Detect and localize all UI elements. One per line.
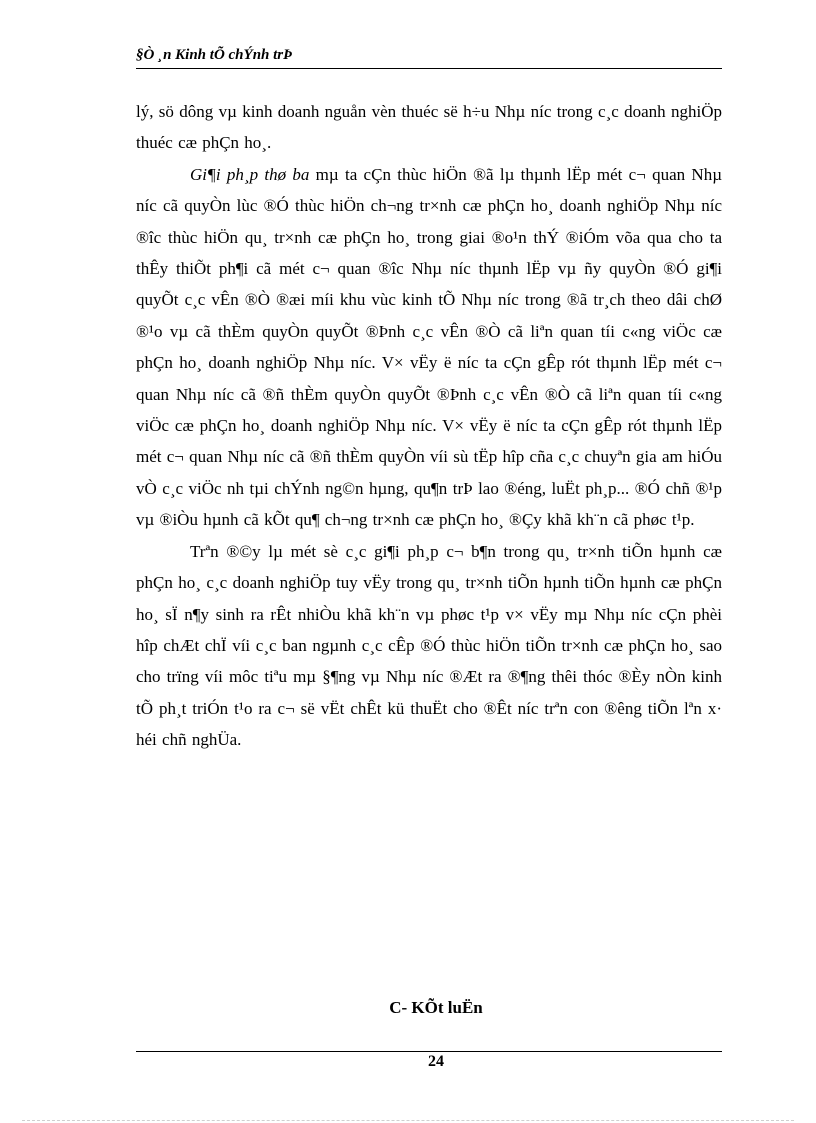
paragraph-1-text: lý, sö dông vµ kinh doanh nguån vèn thuéc së h÷u Nhµ níc trong c¸c doanh nghiÖp thuéc cæ phÇn ho¸. (136, 102, 722, 153)
paragraph-2-text: mµ ta cÇn thùc hiÖn ®ã lµ thµnh lËp mét c¬ quan Nhµ níc cã quyÒn lùc ®Ó thùc hiÖn ch¬ng tr×nh cæ phÇn ho¸ doanh nghiÖp Nhµ níc ®îc thùc hiÖn qu¸ tr×nh cæ phÇn ho¸ trong giai ®o¹n thÝ ®iÓm võa qua cho ta thÊy thiÕt ph¶i cã mét c¬ quan ®îc Nhµ níc thµnh lËp vµ ñy quyÒn ®Ó gi¶i quyÕt c¸c vÊn ®Ò ®æi míi khu vùc kinh tÕ Nhµ níc trong ®ã tr¸ch theo dâi chØ ®¹o vµ cã thÈm quyÒn quyÕt ®Þnh c¸c vÊn ®Ò cã liªn quan tíi c«ng viÖc cæ phÇn ho¸ doanh nghiÖp Nhµ níc. V× vËy ë níc ta cÇn gÊp rót thµnh lËp mét c¬ quan Nhµ níc cã ®ñ thÈm quyÒn quyÕt ®Þnh c¸c vÊn ®Ò cã liªn quan tíi c«ng viÖc cæ phÇn ho¸ doanh nghiÖp Nhµ níc. V× vËy ë níc ta cÇn gÊp rót thµnh lËp mét c¬ quan Nhµ níc cã ®ñ thÈm quyÒn víi sù tËp hîp cña c¸c chuyªn gia am hiÓu vÒ c¸c viÖc nh tµi chÝnh ng©n hµng, qu¶n trÞ lao ®éng, luËt ph¸p... ®Ó chñ ®¹p vµ ®iÒu hµnh cã kÕt qu¶ ch¬ng tr×nh cæ phÇn ho¸ ®Çy khã kh¨n cã phøc t¹p. (136, 164, 722, 530)
running-header: §Ò ¸n Kinh tÕ chÝnh trÞ (136, 47, 293, 63)
paragraph-3-text: Trªn ®©y lµ mét sè c¸c gi¶i ph¸p c¬ b¶n trong qu¸ tr×nh tiÕn hµnh cæ phÇn ho¸ c¸c doanh nghiÖp tuy vËy trong qu¸ tr×nh tiÕn hµnh tiÕn hµnh cæ phÇn ho¸ sÏ n¶y sinh ra rÊt nhiÒu khã kh¨n vµ phøc t¹p v× vËy mµ Nhµ níc cÇn phèi hîp chÆt chÏ víi c¸c ban ngµnh c¸c cÊp ®Ó thùc hiÖn tiÕn tr×nh cæ phÇn ho¸ sao cho trïng víi môc tiªu mµ §¶ng vµ Nhµ níc ®Æt ra ®¶ng thêi thóc ®Èy nÒn kinh tÕ ph¸t triÓn t¹o ra c¬ së vËt chÊt kü thuËt cho ®Êt níc trªn con ®êng tiÕn lªn x· héi chñ nghÜa. (136, 541, 722, 750)
paragraph-1 (136, 96, 722, 159)
page-edge-divider (22, 1120, 794, 1121)
section-heading: C- KÕt luËn (389, 998, 483, 1017)
paragraph-3 (136, 536, 722, 756)
page-number: 24 (428, 1053, 444, 1070)
paragraph-2-lead: Gi¶i ph¸p thø ba (190, 164, 310, 184)
header-divider (136, 68, 722, 69)
body-text (136, 96, 722, 756)
paragraph-2 (136, 159, 722, 536)
footer-divider (136, 1051, 722, 1052)
